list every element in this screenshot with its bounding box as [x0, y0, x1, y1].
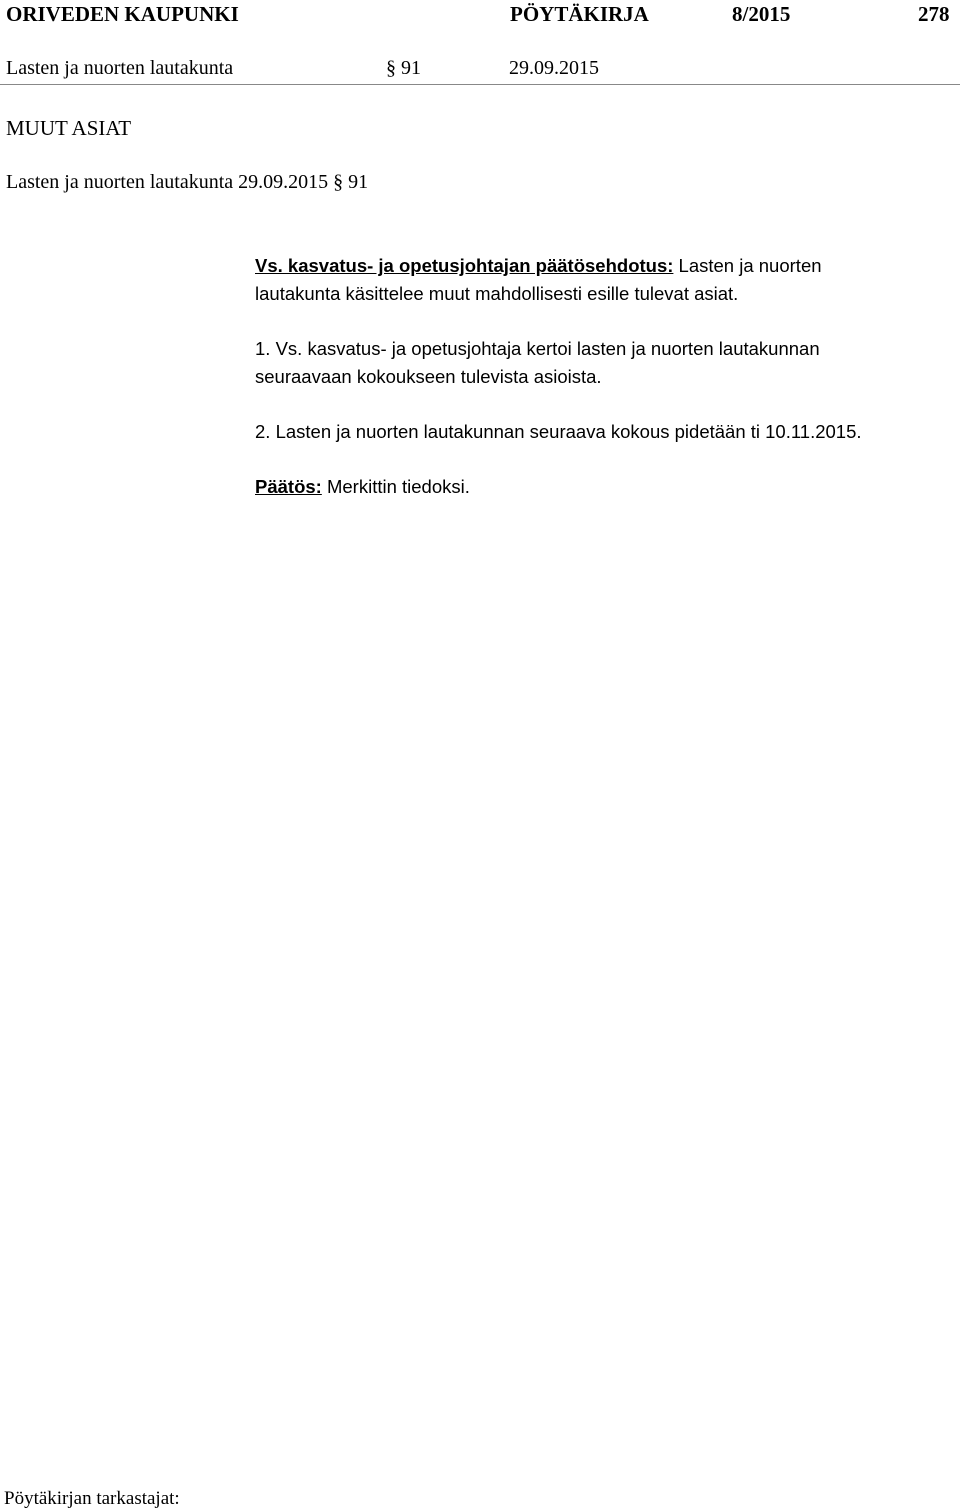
decision-label: Päätös:	[255, 476, 322, 497]
organization-name: ORIVEDEN KAUPUNKI	[6, 2, 239, 26]
page-number: 278	[918, 2, 950, 26]
proposal-text-continued: lautakunta käsittelee muut mahdollisesti esille tulevat asiat.	[255, 283, 739, 304]
page-title: MUUT ASIAT	[6, 116, 132, 140]
reviewers-label: Pöytäkirjan tarkastajat:	[4, 1488, 180, 1509]
section-reference: Lasten ja nuorten lautakunta 29.09.2015 § 91	[6, 171, 369, 193]
proposal-text: Lasten ja nuorten	[678, 255, 822, 276]
list-item-2: 2. Lasten ja nuorten lautakunnan seuraava kokous pidetään ti 10.11.2015.	[255, 421, 862, 442]
section-sign: §	[386, 57, 396, 79]
header-divider	[0, 84, 960, 85]
list-item-1: 1. Vs. kasvatus- ja opetusjohtaja kertoi lasten ja nuorten lautakunnan	[255, 338, 820, 359]
proposal-label: Vs. kasvatus- ja opetusjohtajan päätösehdotus:	[255, 255, 674, 276]
document-type: PÖYTÄKIRJA	[510, 2, 649, 26]
meeting-date: 29.09.2015	[509, 57, 599, 79]
board-name: Lasten ja nuorten lautakunta	[6, 57, 234, 79]
meeting-number: 8/2015	[732, 2, 791, 26]
section-number: 91	[401, 57, 421, 79]
proposal-paragraph	[255, 255, 822, 277]
list-item-1-continued: seuraavaan kokoukseen tulevista asioista.	[255, 366, 602, 387]
decision-text: Merkittin tiedoksi.	[326, 476, 470, 497]
decision-paragraph	[255, 476, 470, 498]
